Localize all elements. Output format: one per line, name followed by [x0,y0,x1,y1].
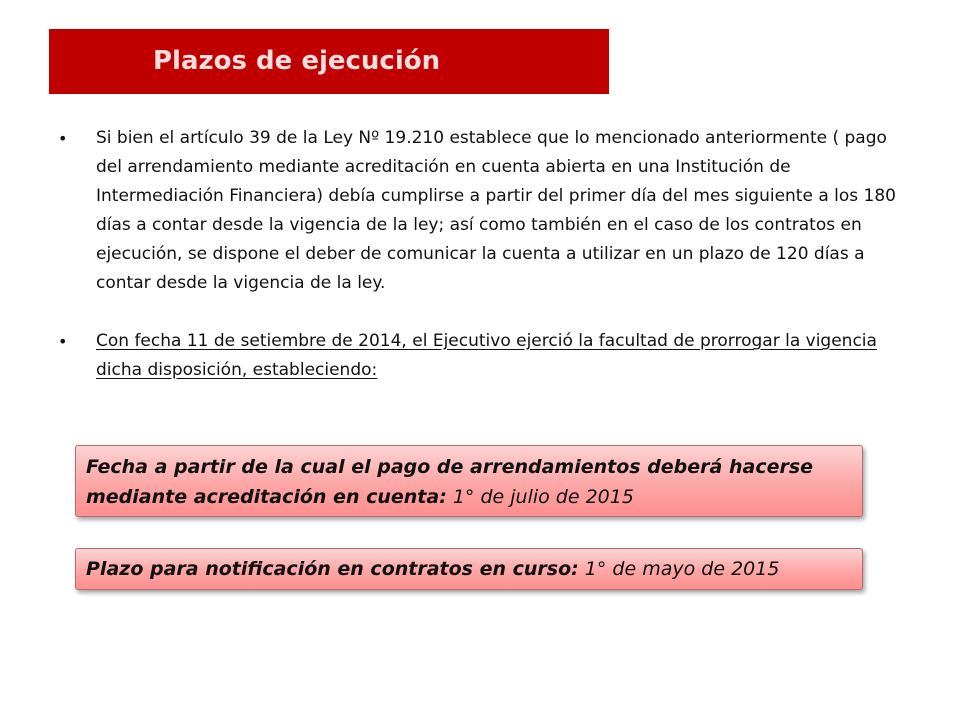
title-bar [49,29,609,94]
callout-label: Fecha a partir de la cual el pago de arrendamientos deberá hacerse mediante acreditación en cuenta: [86,456,814,508]
callout-plazo-notificacion [75,548,863,590]
bullet-list [55,124,910,385]
bullet-dot-icon: • [58,129,68,148]
callout-value: 1° de mayo de 2015 [584,558,780,580]
bullet-item-plazos-ley [55,124,910,298]
bullet-dot-icon: • [58,332,68,351]
slide-title: Plazos de ejecución [153,46,441,76]
bullet-item-prorroga [55,327,910,385]
callout-value: 1° de julio de 2015 [452,486,634,508]
callout-label: Plazo para notificación en contratos en curso: [86,558,579,580]
callout-fecha-acreditacion [75,445,863,517]
bullet-text: Si bien el artículo 39 de la Ley Nº 19.210 establece que lo mencionado anteriormente ( pago del arrendamiento mediante acreditación en cuenta abierta en una Institución de Intermediación Financiera) debía cumplirse a partir del primer día del mes siguiente a los 180 días a contar desde la vigencia de la ley; así como también en el caso de los contratos en ejecución, se dispone el deber de comunicar la cuenta a utilizar en un plazo de 120 días a contar desde la vigencia de la ley. [96,128,896,293]
bullet-text: Con fecha 11 de setiembre de 2014, el Ejecutivo ejerció la facultad de prorrogar la vigencia dicha disposición, estableciendo: [96,331,877,380]
